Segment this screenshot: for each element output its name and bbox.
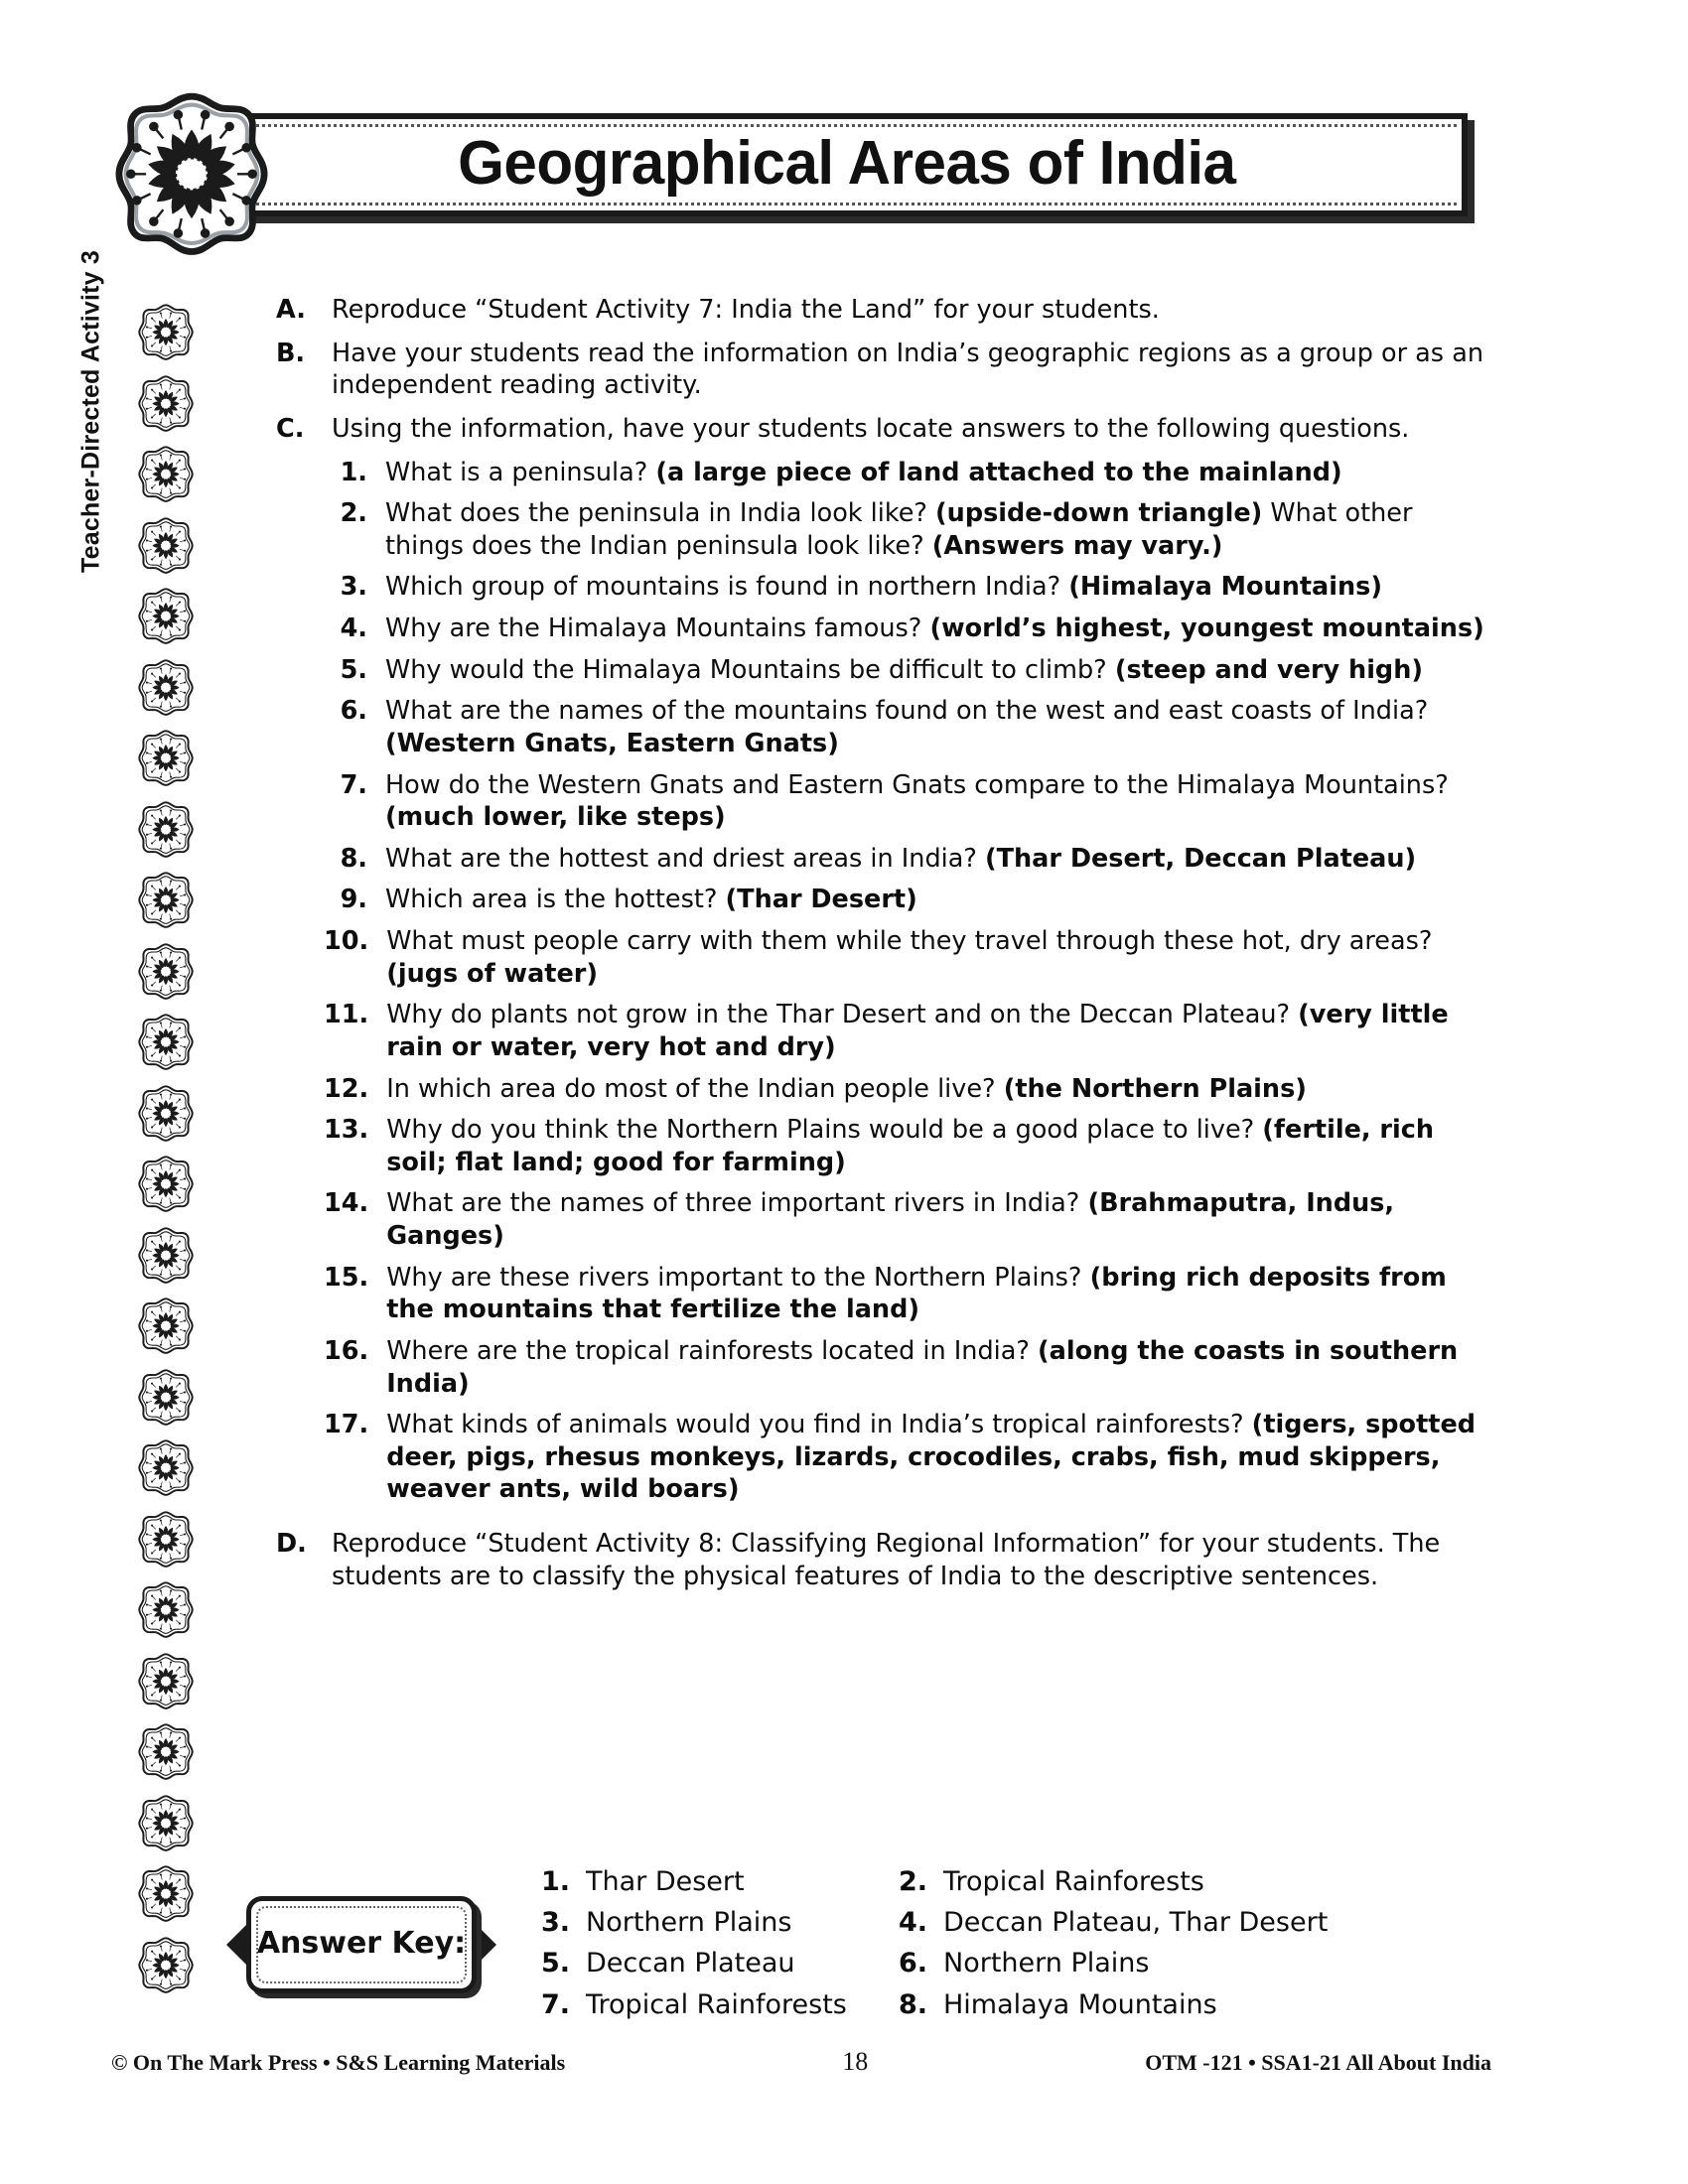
- question-item: [324, 1187, 1497, 1252]
- lotus-medallion-icon: [107, 91, 276, 260]
- question-text: [385, 884, 1497, 916]
- question-number: 3.: [340, 572, 367, 603]
- question-text: [386, 1335, 1497, 1400]
- lotus-medallion-icon: [137, 587, 195, 644]
- question-text: [386, 1262, 1497, 1326]
- instruction-item-b: [276, 338, 1497, 402]
- lotus-medallion-icon: [137, 445, 195, 502]
- lotus-medallion-icon: [137, 374, 195, 432]
- question-item: [324, 884, 1497, 916]
- page-header: [107, 91, 1477, 222]
- question-prompt: In which area do most of the Indian people live?: [386, 1073, 1004, 1104]
- question-text: [385, 613, 1497, 645]
- answer-key-section: [226, 1864, 1497, 2073]
- answer-key-banner: [226, 1896, 496, 1993]
- banner-notch-left-icon: [226, 1923, 248, 1967]
- question-answer: (bring rich deposits from the mountains that fertilize the land): [386, 1262, 1447, 1325]
- question-answer: (much lower, like steps): [385, 802, 726, 833]
- answer-key-text: Northern Plains: [586, 1907, 792, 1939]
- instruction-text: Reproduce “Student Activity 7: India the Land” for your students.: [332, 295, 1160, 325]
- answer-key-number: 1.: [540, 1866, 570, 1897]
- question-prompt: Why would the Himalaya Mountains be difficult to climb?: [385, 654, 1115, 685]
- instruction-text: Have your students read the information on India’s geographic regions as a group or as an independent reading activity.: [332, 338, 1483, 401]
- lotus-medallion-icon: [137, 1368, 195, 1426]
- question-item: [324, 1409, 1497, 1506]
- question-prompt: Which area is the hottest?: [385, 885, 726, 915]
- question-text: [385, 695, 1497, 759]
- question-answer: (along the coasts in southern India): [386, 1335, 1459, 1399]
- question-answer: (Thar Desert, Deccan Plateau): [984, 843, 1417, 874]
- question-number: 5.: [340, 654, 367, 685]
- question-prompt: Why are the Himalaya Mountains famous?: [385, 614, 930, 643]
- question-item: [324, 925, 1497, 990]
- question-item: [324, 613, 1497, 645]
- footer-copyright: © On The Mark Press • S&S Learning Materials: [111, 2050, 566, 2075]
- answer-key-text: Tropical Rainforests: [943, 1866, 1204, 1897]
- answer-key-item: [892, 1864, 1487, 1900]
- question-prompt: What does the peninsula in India look like?: [385, 498, 936, 529]
- lotus-medallion-icon: [137, 1794, 195, 1851]
- answer-key-number: 3.: [540, 1907, 570, 1939]
- lotus-medallion-icon: [137, 1155, 195, 1212]
- ornament-column: [127, 303, 205, 1990]
- question-item: [324, 1335, 1497, 1400]
- question-number: 14.: [324, 1188, 369, 1219]
- question-number: 15.: [324, 1262, 369, 1293]
- question-prompt: What are the hottest and driest areas in India?: [385, 843, 985, 874]
- question-answer: (upside-down triangle): [935, 498, 1263, 529]
- page-title-text: Geographical Areas of India: [458, 128, 1236, 198]
- question-answer-secondary: (Answers may vary.): [931, 530, 1223, 561]
- question-text: [386, 925, 1497, 990]
- lotus-medallion-icon: [137, 1652, 195, 1709]
- footer-page-number: 18: [842, 2047, 869, 2076]
- lotus-medallion-icon: [137, 1013, 195, 1070]
- instruction-text: Using the information, have your students locate answers to the following questions.: [332, 413, 1410, 444]
- answer-key-item: [534, 1946, 892, 1981]
- question-text: [385, 654, 1497, 687]
- question-answer: (Himalaya Mountains): [1068, 572, 1382, 603]
- question-number: 7.: [340, 769, 367, 800]
- question-number: 6.: [340, 696, 367, 727]
- lotus-medallion-icon: [137, 658, 195, 716]
- instruction-marker: C.: [276, 413, 305, 444]
- answer-key-item: [534, 1864, 892, 1900]
- question-text: [386, 1114, 1497, 1178]
- question-prompt: How do the Western Gnats and Eastern Gnats compare to the Himalaya Mountains?: [385, 769, 1449, 800]
- answer-key-text: Himalaya Mountains: [943, 1988, 1217, 2020]
- question-prompt: What kinds of animals would you find in India’s tropical rainforests?: [386, 1410, 1252, 1440]
- question-answer: (world’s highest, youngest mountains): [929, 614, 1484, 643]
- sidebar-activity-label: Teacher-Directed Activity 3: [76, 250, 105, 573]
- answer-key-text: Tropical Rainforests: [586, 1988, 847, 2020]
- answer-key-number: 2.: [898, 1866, 927, 1897]
- question-answer: (tigers, spotted deer, pigs, rhesus monkeys, lizards, crocodiles, crabs, fish, mud skippers, weaver ants, wild boars): [386, 1410, 1477, 1505]
- answer-key-text: Northern Plains: [943, 1948, 1150, 1979]
- answer-key-label: Answer Key:: [256, 1926, 467, 1962]
- question-text: [386, 1187, 1497, 1252]
- question-item: [324, 1114, 1497, 1178]
- lotus-medallion-icon: [137, 1438, 195, 1496]
- lotus-medallion-icon: [137, 1510, 195, 1568]
- question-number: 12.: [324, 1073, 369, 1104]
- question-answer: (Brahmaputra, Indus, Ganges): [386, 1188, 1395, 1251]
- question-prompt: Why are these rivers important to the Northern Plains?: [386, 1262, 1090, 1293]
- answer-key-number: 4.: [898, 1907, 927, 1939]
- answer-key-item: [534, 1987, 892, 2023]
- instruction-item-c: [276, 413, 1497, 446]
- question-text: [385, 497, 1497, 562]
- question-text: [386, 1409, 1497, 1506]
- question-text: [385, 769, 1497, 834]
- question-prompt: Why do plants not grow in the Thar Desert and on the Deccan Plateau?: [386, 1000, 1299, 1030]
- question-text: [385, 457, 1497, 489]
- footer-product-code: OTM -121 • SSA1-21 All About India: [1145, 2050, 1491, 2075]
- answer-key-text: Thar Desert: [586, 1866, 745, 1897]
- lotus-medallion-icon: [137, 303, 195, 360]
- question-prompt: Where are the tropical rainforests located in India?: [386, 1335, 1039, 1366]
- instruction-marker: D.: [276, 1529, 307, 1559]
- answer-key-item: [892, 1905, 1487, 1941]
- lotus-medallion-icon: [137, 1936, 195, 1993]
- question-list: [324, 457, 1497, 1507]
- question-item: [324, 497, 1497, 562]
- answer-key-text: Deccan Plateau, Thar Desert: [943, 1907, 1329, 1939]
- answer-key-number: 5.: [540, 1948, 570, 1979]
- question-prompt: Why do you think the Northern Plains would be a good place to live?: [386, 1115, 1263, 1146]
- question-item: [324, 654, 1497, 687]
- question-answer: (fertile, rich soil; flat land; good for farming): [386, 1115, 1435, 1177]
- question-number: 2.: [340, 498, 367, 529]
- question-number: 13.: [324, 1115, 369, 1146]
- question-answer: (Western Gnats, Eastern Gnats): [385, 728, 839, 758]
- lotus-medallion-icon: [137, 1226, 195, 1284]
- question-number: 1.: [340, 457, 367, 487]
- question-text: [386, 999, 1497, 1063]
- question-prompt-continued: What other things does the Indian peninsula look like?: [385, 498, 1413, 561]
- question-item: [324, 999, 1497, 1063]
- instruction-text: Reproduce “Student Activity 8: Classifying Regional Information” for your students. The students are to classify the physical features of India to the descriptive sentences.: [332, 1529, 1441, 1591]
- question-prompt: What are the names of three important rivers in India?: [386, 1188, 1088, 1219]
- question-answer: (Thar Desert): [725, 885, 917, 915]
- question-number: 17.: [324, 1410, 369, 1440]
- answer-key-number: 6.: [898, 1948, 927, 1979]
- question-prompt: What is a peninsula?: [385, 457, 656, 487]
- lotus-medallion-icon: [137, 800, 195, 858]
- question-number: 10.: [324, 926, 369, 956]
- question-answer: (very little rain or water, very hot and dry): [386, 1000, 1449, 1062]
- title-plate: [226, 113, 1468, 216]
- question-answer: (the Northern Plains): [1003, 1073, 1307, 1104]
- question-prompt: What are the names of the mountains found on the west and east coasts of India?: [385, 696, 1429, 727]
- answer-key-number: 8.: [898, 1988, 927, 2020]
- question-answer: (a large piece of land attached to the mainland): [655, 457, 1342, 487]
- question-number: 8.: [340, 843, 367, 874]
- question-prompt: What must people carry with them while they travel through these hot, dry areas?: [386, 926, 1433, 956]
- lotus-medallion-icon: [137, 871, 195, 928]
- answer-key-item: [534, 1905, 892, 1941]
- question-number: 4.: [340, 614, 367, 643]
- instruction-item-a: [276, 294, 1497, 327]
- main-content: [276, 294, 1497, 1603]
- question-text: [386, 1073, 1497, 1106]
- question-answer: (jugs of water): [386, 958, 599, 989]
- answer-key-text: Deccan Plateau: [586, 1948, 795, 1979]
- instruction-marker: B.: [276, 338, 306, 368]
- lotus-medallion-icon: [137, 1722, 195, 1780]
- question-item: [324, 1262, 1497, 1326]
- lotus-medallion-icon: [137, 1297, 195, 1354]
- instruction-item-d: [276, 1528, 1497, 1592]
- banner-notch-right-icon: [475, 1923, 496, 1967]
- question-answer: (steep and very high): [1114, 654, 1423, 685]
- question-text: [385, 843, 1497, 876]
- instruction-marker: A.: [276, 295, 306, 325]
- page-title: [232, 128, 1462, 198]
- question-number: 16.: [324, 1335, 369, 1366]
- answer-key-grid: [534, 1864, 1487, 2023]
- question-item: [324, 695, 1497, 759]
- question-text: [385, 571, 1497, 604]
- question-item: [324, 1073, 1497, 1106]
- question-item: [324, 571, 1497, 604]
- answer-key-item: [892, 1987, 1487, 2023]
- question-prompt: Which group of mountains is found in northern India?: [385, 572, 1069, 603]
- lotus-medallion-icon: [137, 729, 195, 786]
- answer-key-item: [892, 1946, 1487, 1981]
- lotus-medallion-icon: [137, 942, 195, 1000]
- question-item: [324, 769, 1497, 834]
- question-number: 11.: [324, 1000, 369, 1030]
- lotus-medallion-icon: [137, 1084, 195, 1142]
- answer-key-number: 7.: [540, 1988, 570, 2020]
- question-number: 9.: [340, 885, 367, 915]
- answer-key-banner-frame: [246, 1896, 477, 1993]
- lotus-medallion-icon: [137, 1864, 195, 1922]
- lotus-medallion-icon: [137, 1580, 195, 1638]
- page-footer: [111, 2047, 1491, 2077]
- lotus-medallion-icon: [137, 516, 195, 574]
- question-item: [324, 457, 1497, 489]
- question-item: [324, 843, 1497, 876]
